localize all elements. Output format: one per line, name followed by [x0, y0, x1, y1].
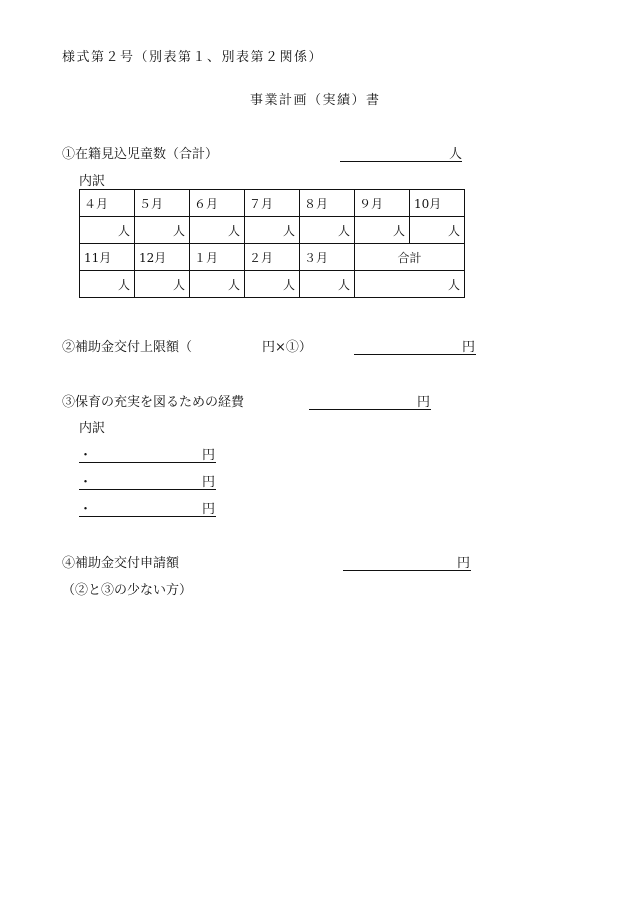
section1-label: ①在籍見込児童数（合計） [62, 147, 219, 162]
section3-unit: 円 [417, 395, 431, 410]
count-cell: 人 [135, 271, 190, 298]
count-cell: 人 [245, 217, 300, 244]
count-cell: 人 [300, 271, 355, 298]
expense-item-unit: 円 [202, 448, 216, 463]
section2-label-suffix: 円×①） [262, 340, 312, 355]
section4-note: （②と③の少ない方） [62, 583, 193, 598]
section4-label: ④補助金交付申請額 [62, 556, 180, 571]
document-title: 事業計画（実績）書 [250, 93, 381, 108]
section2-label-prefix: ②補助金交付上限額（ [62, 340, 193, 355]
month-label: 12月 [135, 244, 190, 271]
section1-unit: 人 [449, 147, 463, 162]
count-cell: 人 [190, 271, 245, 298]
expense-item-bullet: ・ [79, 502, 93, 517]
table-row [80, 244, 465, 271]
month-label: 11月 [80, 244, 135, 271]
total-label: 合計 [355, 244, 465, 271]
month-label: ５月 [135, 190, 190, 217]
count-cell: 人 [80, 217, 135, 244]
month-label: ２月 [245, 244, 300, 271]
expense-item-bullet: ・ [79, 448, 93, 463]
count-cell: 人 [355, 217, 410, 244]
month-label: ４月 [80, 190, 135, 217]
month-label: ７月 [245, 190, 300, 217]
expense-item-bullet: ・ [79, 475, 93, 490]
count-cell: 人 [135, 217, 190, 244]
expense-item-unit: 円 [202, 502, 216, 517]
section2-unit: 円 [462, 340, 476, 355]
section2-blank-line [354, 354, 476, 355]
section3-breakdown-label: 内訳 [79, 421, 106, 436]
month-label: ９月 [355, 190, 410, 217]
count-cell: 人 [245, 271, 300, 298]
month-label: ３月 [300, 244, 355, 271]
table-row [80, 190, 465, 217]
expense-item-line [79, 462, 216, 463]
total-count-cell: 人 [355, 271, 465, 298]
section1-blank-line [340, 161, 462, 162]
count-cell: 人 [80, 271, 135, 298]
month-label: １月 [190, 244, 245, 271]
section4-unit: 円 [457, 556, 471, 571]
form-reference: 様式第２号（別表第１、別表第２関係） [62, 50, 324, 65]
expense-item-line [79, 516, 216, 517]
month-label: ８月 [300, 190, 355, 217]
count-cell: 人 [190, 217, 245, 244]
table-row [80, 217, 465, 244]
section1-breakdown-label: 内訳 [79, 174, 106, 189]
count-cell: 人 [410, 217, 465, 244]
section3-label: ③保育の充実を図るための経費 [62, 395, 245, 410]
monthly-breakdown-table [79, 189, 465, 298]
expense-item-unit: 円 [202, 475, 216, 490]
month-label: ６月 [190, 190, 245, 217]
section3-blank-line [309, 409, 431, 410]
section4-blank-line [343, 570, 471, 571]
count-cell: 人 [300, 217, 355, 244]
expense-item-line [79, 489, 216, 490]
month-label: 10月 [410, 190, 465, 217]
table-row [80, 271, 465, 298]
